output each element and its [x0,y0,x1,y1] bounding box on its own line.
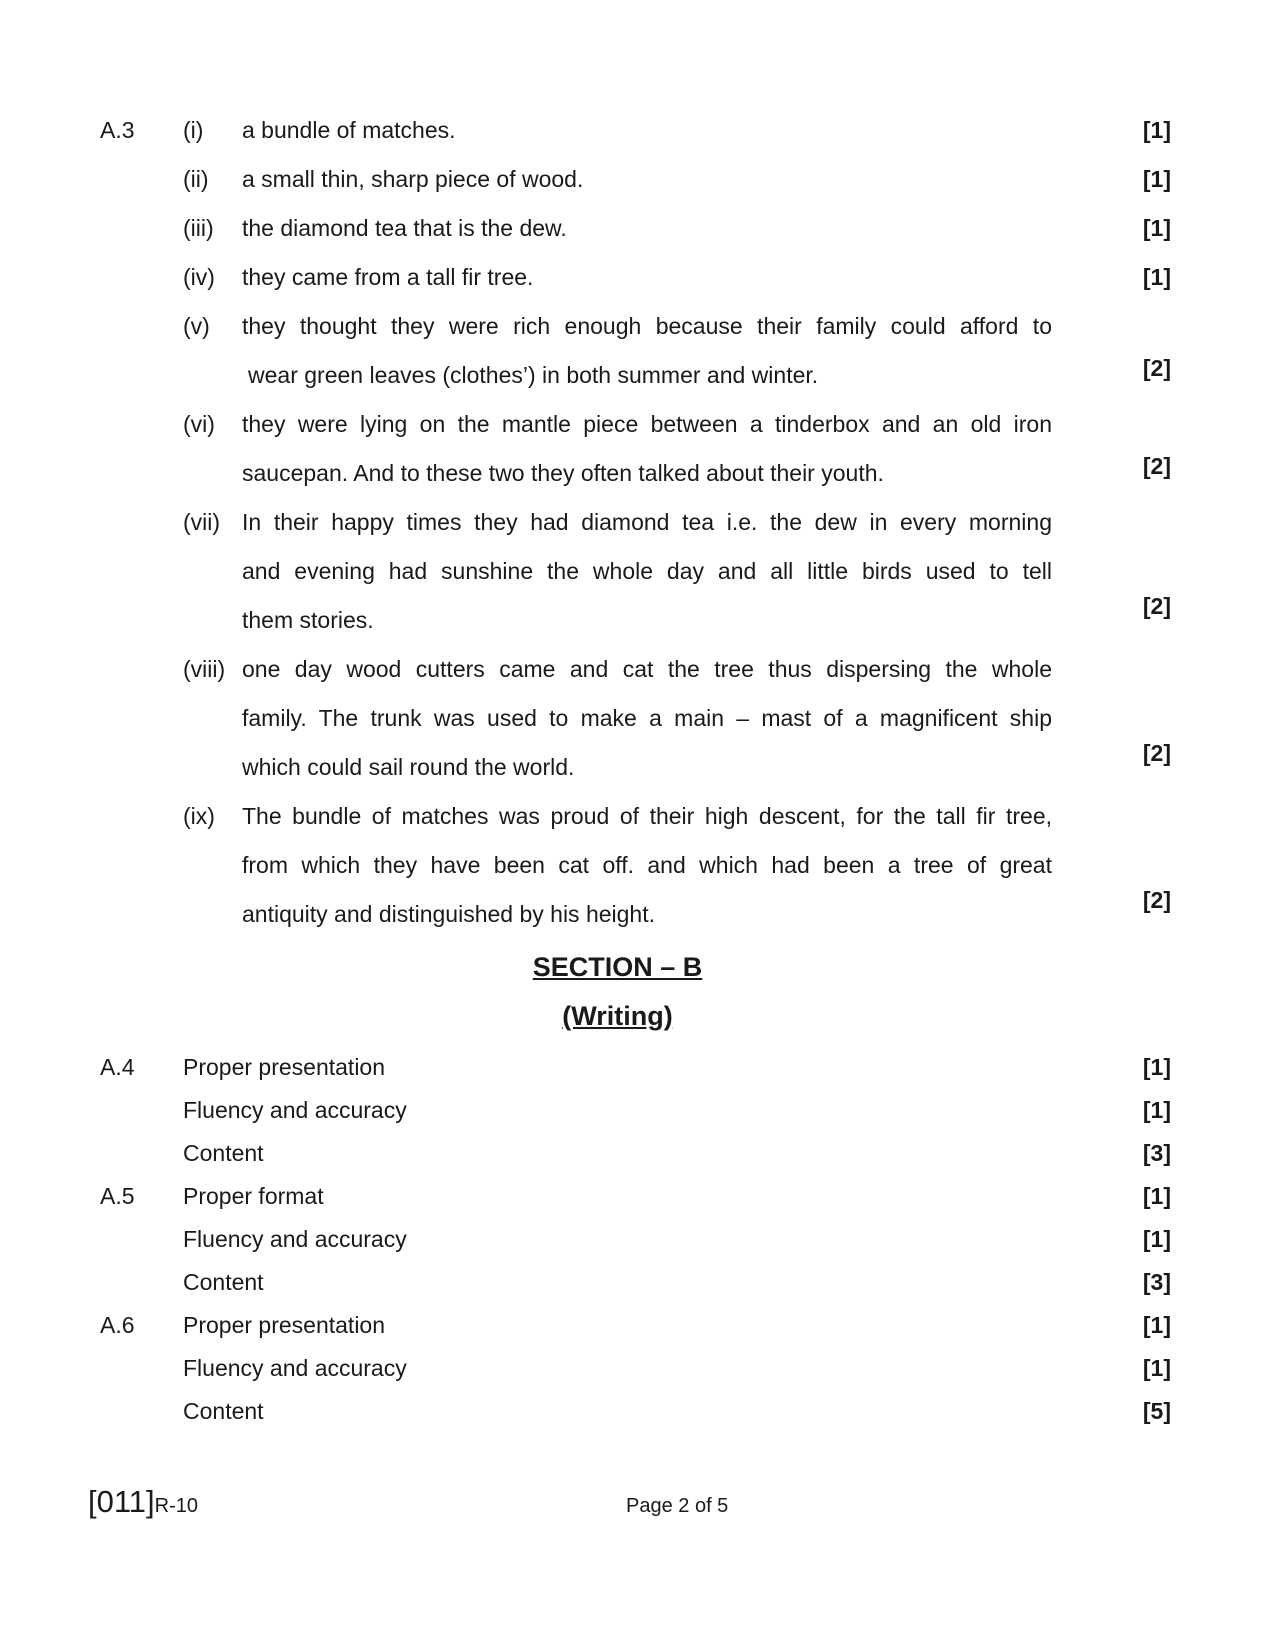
criterion-label: Proper presentation [183,1312,386,1338]
answer-line: a bundle of matches. [242,117,456,143]
answer-line: they were lying on the mantle piece between a tinderbox and an old iron [242,411,1052,437]
answer-line: saucepan. And to these two they often talked about their youth. [242,460,884,486]
mark: [5] [1142,1398,1171,1424]
answer-line: In their happy times they had diamond tea i.e. the dew in every morning [242,509,1052,535]
answer-line: them stories. [242,607,374,633]
item-number: (vi) [183,411,215,437]
mark: [1] [1142,117,1171,143]
answer-text [242,509,1052,659]
answer-text [242,313,1052,413]
criterion-label: Content [183,1140,264,1166]
mark: [1] [1142,1097,1171,1123]
mark: [1] [1142,1183,1171,1209]
answer-line: which could sail round the world. [242,754,575,780]
criterion-label: Fluency and accuracy [183,1226,407,1252]
answer-text [242,803,1052,953]
mark: [1] [1142,1226,1171,1252]
section-subtitle: (Writing) [562,1001,673,1031]
question-number-a3: A.3 [100,117,135,143]
criterion-label: Proper presentation [183,1054,386,1080]
mark: [2] [1142,740,1171,766]
page-number: Page 2 of 5 [626,1495,729,1517]
answer-line: they thought they were rich enough because their family could afford to [242,313,1052,339]
item-number: (i) [183,117,204,143]
item-number: (ix) [183,803,215,829]
answer-text [242,411,1052,511]
answer-text [242,656,1052,806]
paper-code-suffix: R-10 [154,1495,199,1517]
item-number: (vii) [183,509,221,535]
criterion-label: Content [183,1269,264,1295]
mark: [2] [1142,887,1171,913]
mark: [1] [1142,264,1171,290]
question-number-a5: A.5 [100,1183,135,1209]
answer-line: The bundle of matches was proud of their high descent, for the tall fir tree, [242,803,1052,829]
mark: [1] [1142,1355,1171,1381]
paper-code [88,1484,198,1520]
item-number: (viii) [183,656,226,682]
mark: [1] [1142,1054,1171,1080]
answer-line: a small thin, sharp piece of wood. [242,166,584,192]
answer-line: from which they have been cat off. and which had been a tree of great [242,852,1052,878]
question-number-a6: A.6 [100,1312,135,1338]
answer-line: they came from a tall fir tree. [242,264,534,290]
answer-line: family. The trunk was used to make a main – mast of a magnificent ship [242,705,1052,731]
item-number: (iii) [183,215,214,241]
answer-line: antiquity and distinguished by his height. [242,901,656,927]
question-number-a4: A.4 [100,1054,135,1080]
mark: [1] [1142,215,1171,241]
criterion-label: Content [183,1398,264,1424]
answer-line: and evening had sunshine the whole day and all little birds used to tell [242,558,1052,584]
mark: [3] [1142,1269,1171,1295]
mark: [2] [1142,453,1171,479]
mark: [1] [1142,166,1171,192]
item-number: (ii) [183,166,209,192]
item-number: (iv) [183,264,215,290]
section-title: SECTION – B [532,952,703,982]
answer-line: one day wood cutters came and cat the tree thus dispersing the whole [242,656,1052,682]
mark: [1] [1142,1312,1171,1338]
paper-code-number: [011] [88,1484,155,1519]
mark: [3] [1142,1140,1171,1166]
item-number: (v) [183,313,210,339]
mark: [2] [1142,355,1171,381]
answer-line: the diamond tea that is the dew. [242,215,567,241]
criterion-label: Fluency and accuracy [183,1097,407,1123]
criterion-label: Fluency and accuracy [183,1355,407,1381]
answer-line: wear green leaves (clothes’) in both summer and winter. [248,362,819,388]
mark: [2] [1142,593,1171,619]
criterion-label: Proper format [183,1183,324,1209]
